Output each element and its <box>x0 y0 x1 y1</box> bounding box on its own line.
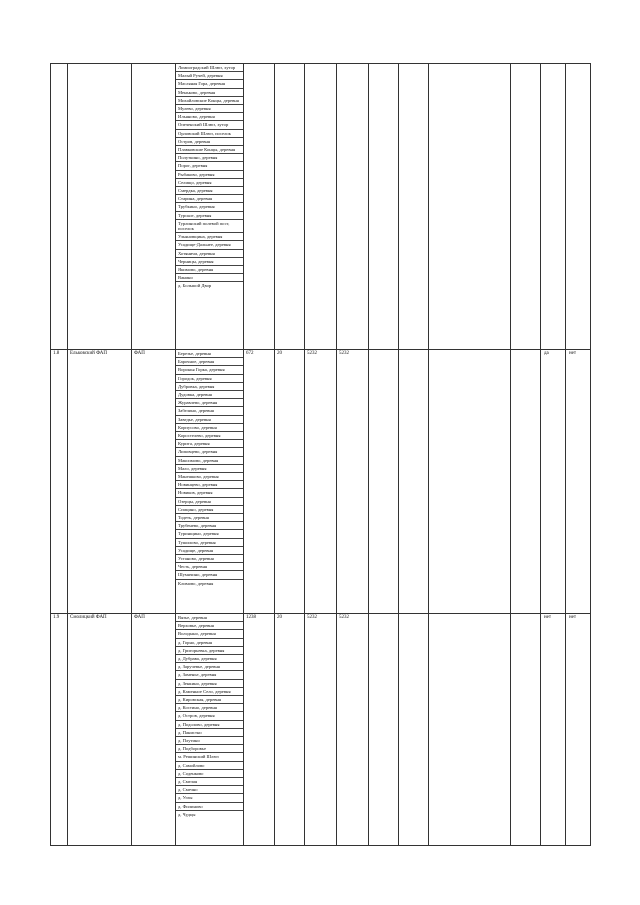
village-item: д. Зенкино, деревня <box>176 680 243 688</box>
village-item: д. Каменное Село, деревня <box>176 688 243 696</box>
row-number <box>51 64 68 350</box>
village-item: д. Остров, деревня <box>176 712 243 720</box>
village-item: Старина, деревня <box>176 195 243 203</box>
facility-type <box>132 64 176 350</box>
village-item: Шумячино, деревня <box>176 571 243 579</box>
village-item: Трубенево, деревня <box>176 522 243 530</box>
cell-c14: нет <box>566 350 591 614</box>
village-item: д. Смечно <box>176 786 243 794</box>
population-cell: 1238 <box>244 614 275 846</box>
village-item: Вязье, деревня <box>176 614 243 622</box>
cell-c6: 20 <box>275 350 305 614</box>
village-item: Полуткино, деревня <box>176 154 243 162</box>
village-item: Честь, деревня <box>176 563 243 571</box>
village-item: д. Заручевье, деревня <box>176 663 243 671</box>
village-item: Усадище, деревня <box>176 547 243 555</box>
village-item: д. Панистно <box>176 729 243 737</box>
village-item: Коростелево, деревня <box>176 432 243 440</box>
village-item: д. Филиново <box>176 803 243 811</box>
village-item: Заведье, деревня <box>176 416 243 424</box>
village-item: д. Подборовье <box>176 745 243 753</box>
village-item: Новинцево, деревня <box>176 481 243 489</box>
cell-c7: 5232 <box>305 350 337 614</box>
village-item: Хотяничи, деревня <box>176 250 243 258</box>
table-row <box>51 350 591 614</box>
village-item: Ломиоградский Шлюз, хутор <box>176 64 243 72</box>
village-item: д. Плутино <box>176 737 243 745</box>
cell-c11 <box>429 64 511 350</box>
village-item: д. Кировская, деревня <box>176 696 243 704</box>
village-item: Дубровка, деревня <box>176 383 243 391</box>
cell-c10 <box>399 350 429 614</box>
cell-c12 <box>511 64 541 350</box>
village-item: Плавковские Концы, деревня <box>176 146 243 154</box>
villages-cell <box>176 64 244 350</box>
facility-name: Ельковский ФАП <box>68 350 132 614</box>
cell-c6 <box>275 64 305 350</box>
village-item: Остров, деревня <box>176 138 243 146</box>
village-item: Корпусово, деревня <box>176 424 243 432</box>
village-list <box>176 614 243 818</box>
village-item: д. Смелая <box>176 778 243 786</box>
village-item: Дудовка, деревня <box>176 391 243 399</box>
cell-c14 <box>566 64 591 350</box>
facility-name: Смолицкий ФАП <box>68 614 132 846</box>
village-item: Турское, деревня <box>176 212 243 220</box>
village-item: д. Большой Двор <box>178 283 212 289</box>
population-cell: 672 <box>244 350 275 614</box>
cell-c14: нет <box>566 614 591 846</box>
village-item: Березье, деревня <box>176 350 243 358</box>
village-item: д. Григорьевка, деревня <box>176 647 243 655</box>
cell-c11 <box>429 614 511 846</box>
village-item: Михайловские Концы, деревня <box>176 97 243 105</box>
village-item: Смердка, деревня <box>176 187 243 195</box>
village-item: Климово, деревня <box>178 580 214 586</box>
village-item: Масляная Гора, деревня <box>176 80 243 88</box>
cell-c12 <box>511 350 541 614</box>
cell-c10 <box>399 64 429 350</box>
village-item: д. Дубрава, деревня <box>176 655 243 663</box>
village-item: Верховье, деревня <box>176 622 243 630</box>
village-list <box>176 64 243 290</box>
village-item: Меньково, деревня <box>176 89 243 97</box>
village-item: Мулево, деревня <box>176 105 243 113</box>
village-item: д. Чудцы <box>178 811 196 817</box>
cell-c6: 20 <box>275 614 305 846</box>
row-number: 1.9 <box>51 614 68 846</box>
village-item: Забелино, деревня <box>176 407 243 415</box>
cell-c9 <box>369 614 399 846</box>
cell-c9 <box>369 64 399 350</box>
village-item: д. Подолово, деревня <box>176 721 243 729</box>
cell-c13 <box>541 64 566 350</box>
village-item: м. Решинский Шлюз <box>176 753 243 761</box>
village-item: Тушилово, деревня <box>176 539 243 547</box>
cell-c8: 5232 <box>337 350 369 614</box>
cell-c11 <box>429 350 511 614</box>
villages-cell <box>176 614 244 846</box>
facility-type: ФАП <box>132 350 176 614</box>
village-item: Курита, деревня <box>176 440 243 448</box>
village-item: д. Заменье, деревня <box>176 671 243 679</box>
cell-c9 <box>369 350 399 614</box>
village-item: Воронья Горка, деревня <box>176 366 243 374</box>
village-item: Турлинский полевой пост, поселок <box>176 220 243 233</box>
village-item: д. Самойлово <box>176 762 243 770</box>
village-item: д. Костино, деревня <box>176 704 243 712</box>
village-item: Барочное, деревня <box>176 358 243 366</box>
village-item: Тодеть, деревня <box>176 514 243 522</box>
table-row <box>51 614 591 846</box>
villages-cell <box>176 350 244 614</box>
village-item: д. Горно, деревня <box>176 639 243 647</box>
village-item: Озерцы, деревня <box>176 498 243 506</box>
village-item: Городок, деревня <box>176 375 243 383</box>
village-item: Порог, деревня <box>176 162 243 170</box>
village-item: Новиков, деревня <box>176 489 243 497</box>
village-item: Черницы, деревня <box>176 258 243 266</box>
village-item: Ульяновщина, деревня <box>176 233 243 241</box>
cell-c7 <box>305 64 337 350</box>
village-item: Ванино <box>176 274 243 282</box>
village-item: Журавлево, деревня <box>176 399 243 407</box>
village-item: Орловский Шлюз, поселок <box>176 130 243 138</box>
village-item: Мало, деревня <box>176 465 243 473</box>
village-item: Якимово, деревня <box>176 266 243 274</box>
population-cell <box>244 64 275 350</box>
village-item: Опеченский Шлюз, хутор <box>176 121 243 129</box>
village-item: Володыно, деревня <box>176 630 243 638</box>
village-item: Манешково, деревня <box>176 473 243 481</box>
village-item: Селищо, деревня <box>176 179 243 187</box>
row-number: 1.8 <box>51 350 68 614</box>
village-item: Максимово, деревня <box>176 457 243 465</box>
village-item: Усадище-Дальнее, деревня <box>176 241 243 249</box>
village-item: Спицино, деревня <box>176 506 243 514</box>
facility-name <box>68 64 132 350</box>
village-item: Туринщино, деревня <box>176 530 243 538</box>
village-list <box>176 350 243 587</box>
village-item: д. Соденково <box>176 770 243 778</box>
facility-type: ФАП <box>132 614 176 846</box>
village-item: д. Углы <box>176 794 243 802</box>
village-item: Липовцево, деревня <box>176 448 243 456</box>
cell-c13: нет <box>541 614 566 846</box>
village-item: Трубкино, деревня <box>176 203 243 211</box>
cell-c8: 5232 <box>337 614 369 846</box>
cell-c12 <box>511 614 541 846</box>
cell-c13: да <box>541 350 566 614</box>
village-item: Ильяново, деревня <box>176 113 243 121</box>
register-table <box>50 63 591 846</box>
cell-c7: 5232 <box>305 614 337 846</box>
village-item: Установо, деревня <box>176 555 243 563</box>
table-row <box>51 64 591 350</box>
village-item: Рыбаково, деревня <box>176 171 243 179</box>
village-item: Малый Ручей, деревня <box>176 72 243 80</box>
cell-c8 <box>337 64 369 350</box>
cell-c10 <box>399 614 429 846</box>
